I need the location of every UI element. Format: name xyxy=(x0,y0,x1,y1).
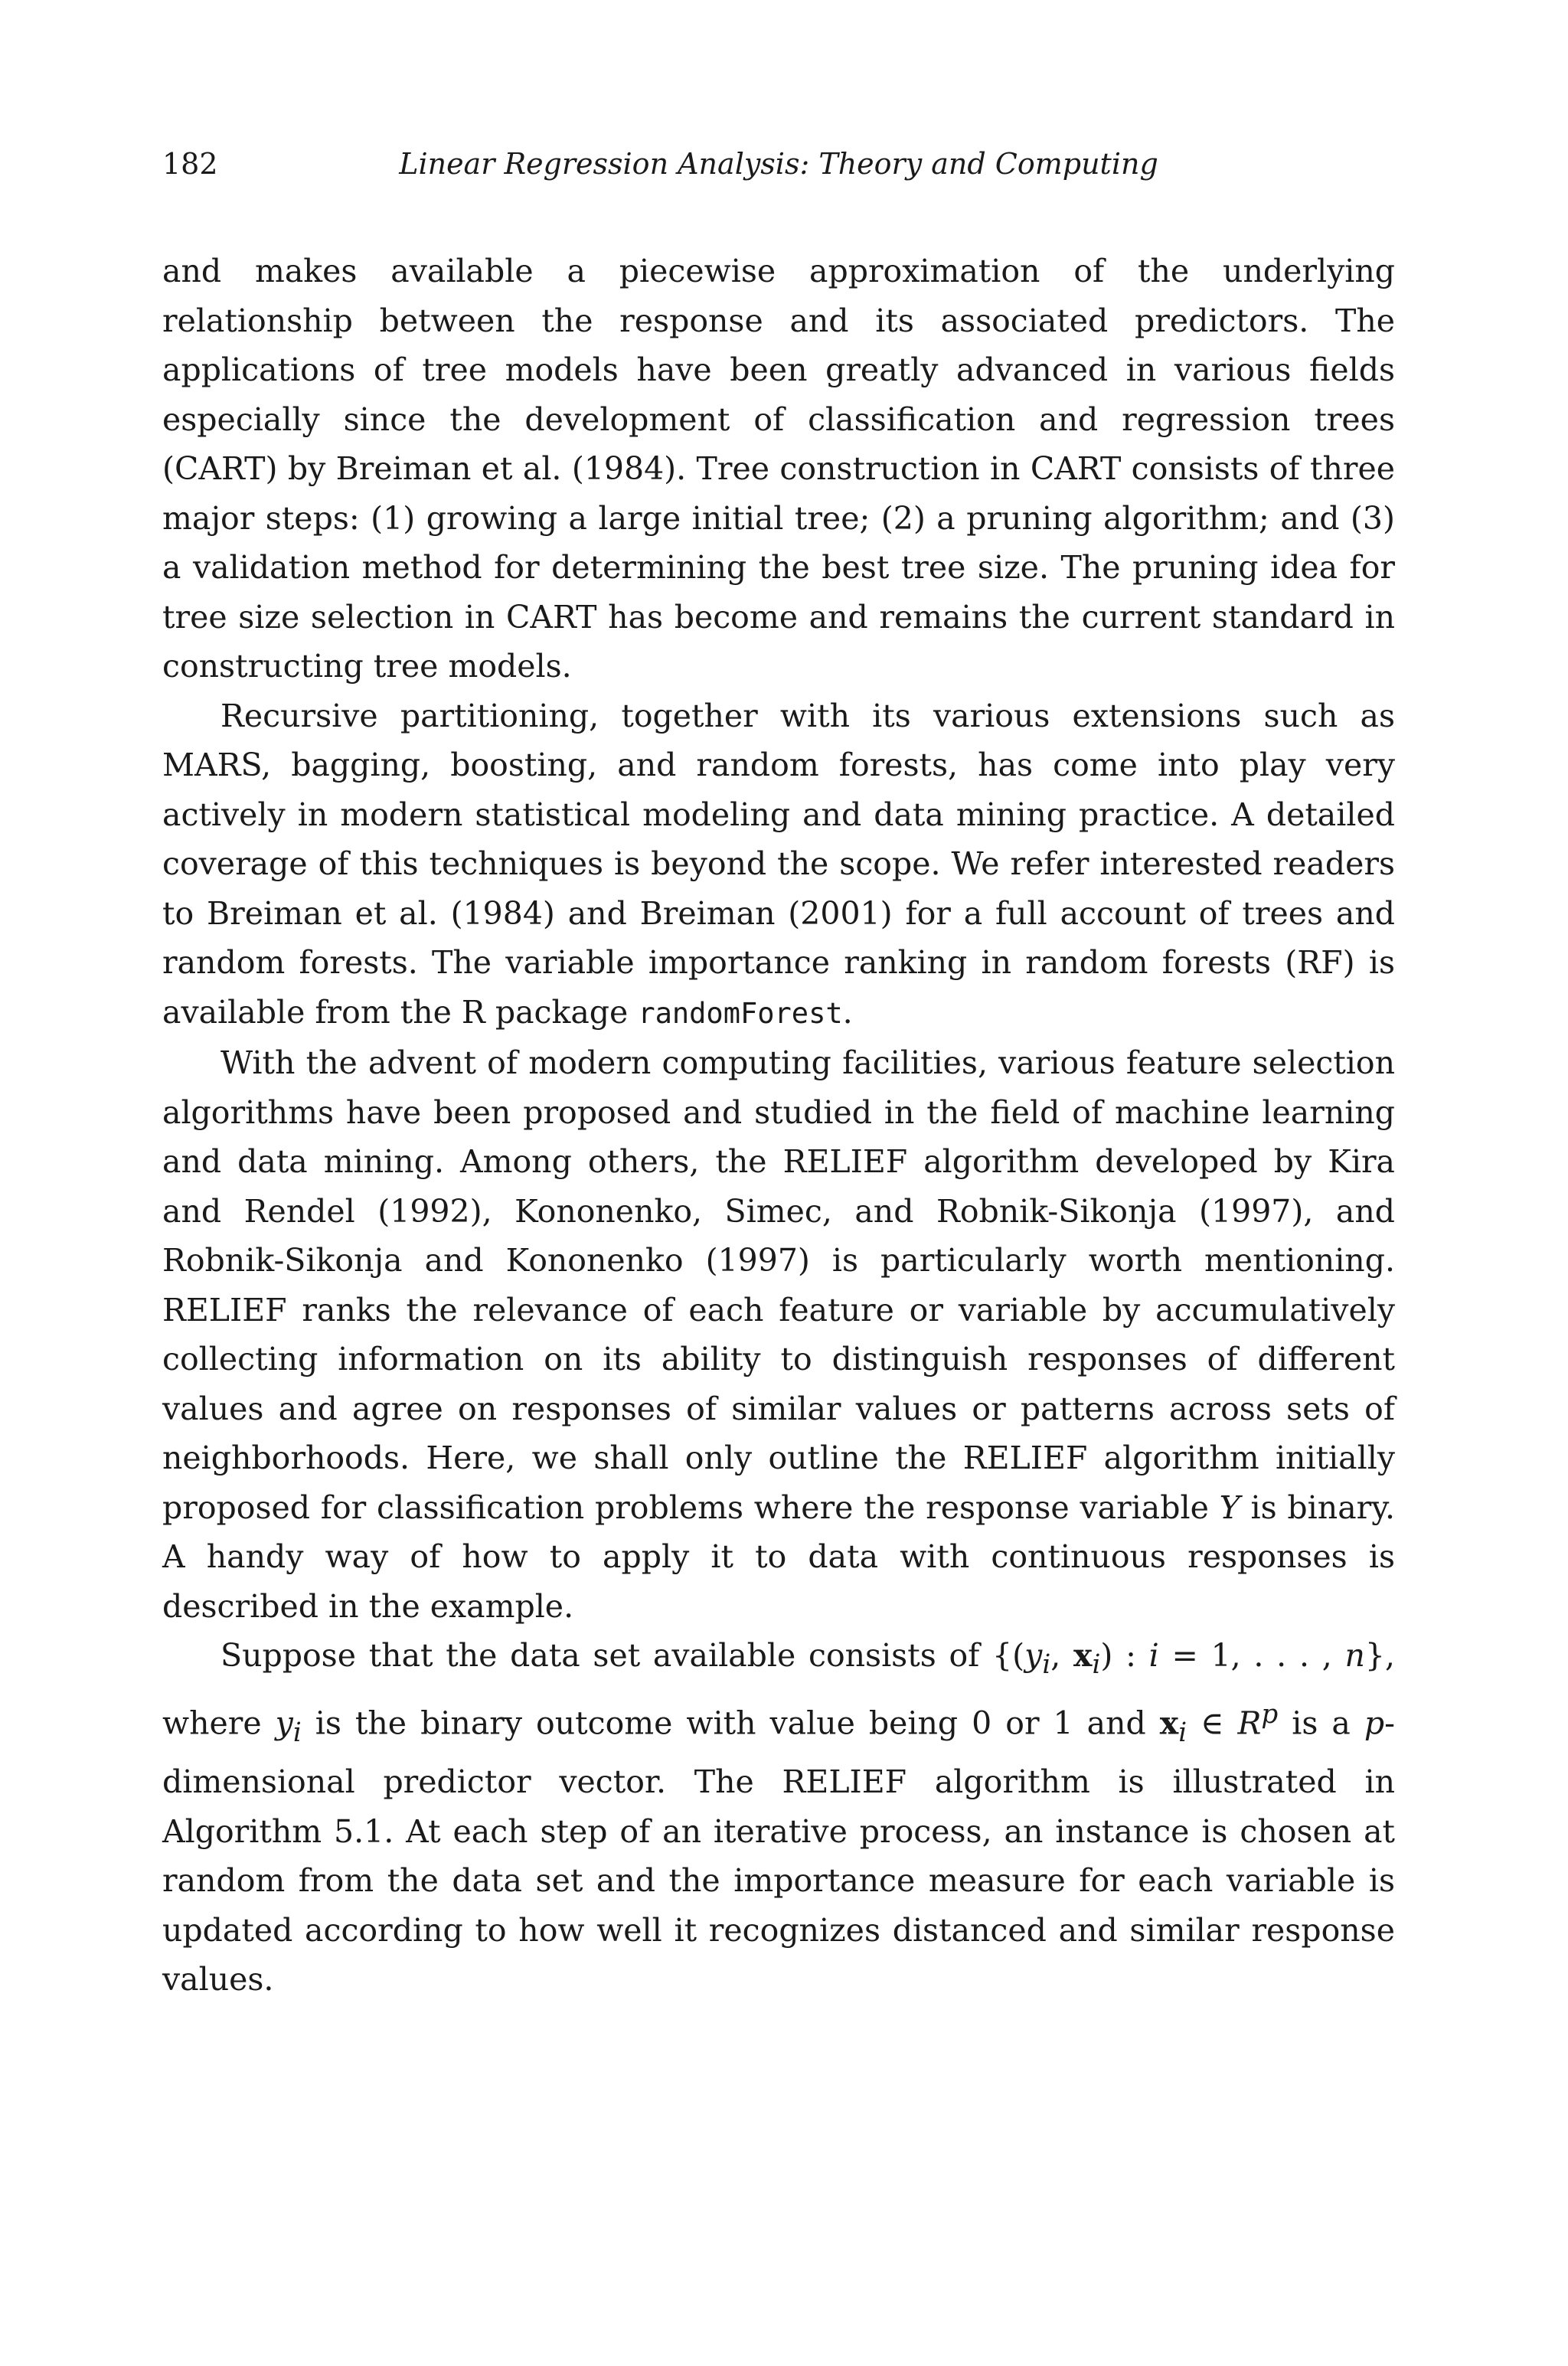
math-set-mid: ) : xyxy=(1100,1637,1149,1674)
math-p: p xyxy=(1364,1704,1385,1742)
math-in-symbol: ∈ xyxy=(1187,1704,1238,1742)
paragraph-2-end: . xyxy=(842,993,853,1031)
math-y: y xyxy=(275,1704,293,1742)
paragraph-3 xyxy=(162,1038,1395,1631)
math-set-open: {( xyxy=(992,1637,1025,1674)
paragraph-4-text-4: is a xyxy=(1278,1704,1364,1742)
package-name-code: randomForest xyxy=(638,996,843,1030)
math-set-range: = 1, . . . , xyxy=(1158,1637,1345,1674)
page-number: 182 xyxy=(162,147,218,181)
math-x-bold: x xyxy=(1159,1704,1179,1742)
math-n: n xyxy=(1344,1637,1365,1674)
paragraph-3-end: is binary. A handy way of how to apply it to data with continuous responses is described in the example. xyxy=(162,1489,1395,1625)
response-variable-symbol: Y xyxy=(1219,1489,1240,1526)
paragraph-4-text-2: , where xyxy=(162,1637,1395,1742)
paragraph-4-text-5: -dimensional predictor vector. The RELIEF algorithm is illustrated in Algorithm 5.1. At each step of an iterative process, an instance is chosen at random from the data set and the importance measure for each variable is updated according to how well it recognizes distanced and similar response values. xyxy=(162,1704,1395,1998)
paragraph-4-text-3: is the binary outcome with value being 0 or 1 and xyxy=(301,1704,1160,1742)
paragraph-3-text: With the advent of modern computing facilities, various feature selection algorithms have been proposed and studied in the field of machine learning and data mining. Among others, the RELIEF algorithm developed by Kira and Rendel (1992), Kononenko, Simec, and Robnik-Sikonja (1997), and Robnik-Sikonja and Kononenko (1997) is particularly worth mentioning. RELIEF ranks the relevance of each feature or variable by accumulatively collecting information on its ability to distinguish responses of different values and agree on responses of similar values or patterns across sets of neighborhoods. Here, we shall only outline the RELIEF algorithm initially proposed for classification problems where the response variable xyxy=(162,1044,1395,1526)
math-sub-i: i xyxy=(1042,1649,1051,1681)
paragraph-4-text-1: Suppose that the data set available consists of xyxy=(220,1637,993,1674)
paragraph-4 xyxy=(162,1631,1395,2005)
paragraph-1-text: and makes available a piecewise approximation of the underlying relationship between the response and its associated predictors. The applications of tree models have been greatly advanced in various fields especially since the development of classification and regression trees (CART) by Breiman et al. (1984). Tree construction in CART consists of three major steps: (1) growing a large initial tree; (2) a pruning algorithm; and (3) a validation method for determining the best tree size. The pruning idea for tree size selection in CART has become and remains the current standard in constructing tree models. xyxy=(162,253,1395,685)
math-set-close: } xyxy=(1364,1637,1385,1674)
math-x-bold: x xyxy=(1073,1637,1093,1674)
math-real-space: R xyxy=(1237,1704,1262,1742)
math-sub-i: i xyxy=(1092,1649,1101,1681)
math-comma: , xyxy=(1050,1637,1074,1674)
math-sub-i: i xyxy=(292,1717,302,1748)
book-title: Linear Regression Analysis: Theory and Computing xyxy=(399,147,1158,181)
math-sub-i: i xyxy=(1178,1717,1187,1748)
math-y: y xyxy=(1024,1637,1043,1674)
body-text xyxy=(162,247,1395,2005)
paragraph-1 xyxy=(162,247,1395,691)
paragraph-2-text: Recursive partitioning, together with its various extensions such as MARS, bagging, boosting, and random forests, has come into play very actively in modern statistical modeling and data mining practice. A detailed coverage of this techniques is beyond the scope. We refer interested readers to Breiman et al. (1984) and Breiman (2001) for a full account of trees and random forests. The variable importance ranking in random forests (RF) is available from the R package xyxy=(162,697,1395,1031)
running-head xyxy=(162,141,1395,187)
math-sup-p: p xyxy=(1261,1698,1279,1730)
paragraph-2 xyxy=(162,691,1395,1039)
math-i: i xyxy=(1148,1637,1159,1674)
